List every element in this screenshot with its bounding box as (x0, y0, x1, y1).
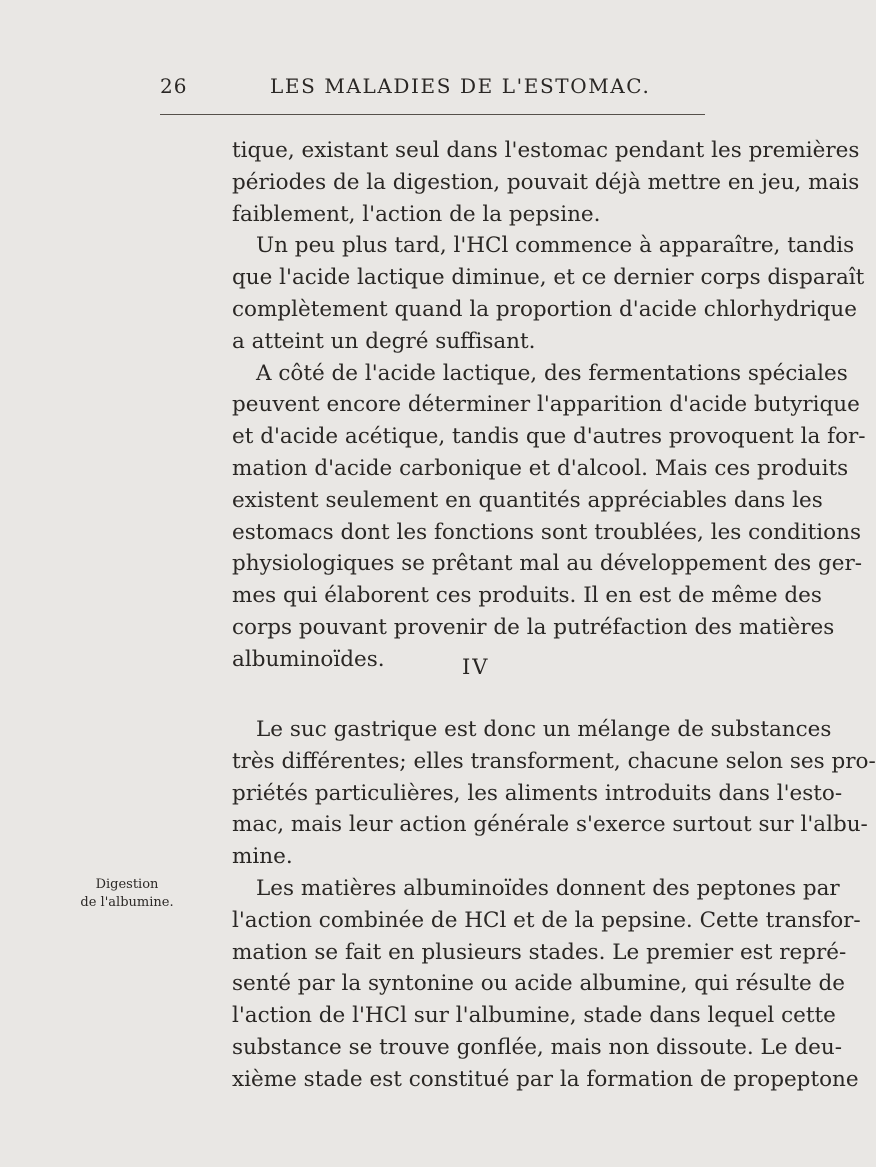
text-line: corps pouvant provenir de la putréfaction des matières (232, 614, 835, 640)
text-line: Un peu plus tard, l'HCl commence à apparaître, tandis (256, 233, 855, 259)
text-block-top (232, 135, 866, 676)
text-line: priétés particulières, les aliments introduits dans l'esto- (232, 780, 843, 806)
text-line: l'action combinée de HCl et de la pepsine. Cette transfor- (232, 907, 861, 933)
text-line: mes qui élaborent ces produits. Il en est de même des (232, 583, 822, 609)
margin-note-line: de l'albumine. (80, 895, 174, 910)
text-line: et d'acide acétique, tandis que d'autres provoquent la for- (232, 424, 866, 450)
text-line: périodes de la digestion, pouvait déjà mettre en jeu, mais (232, 169, 860, 195)
text-line: mine. (232, 844, 293, 870)
text-line: que l'acide lactique diminue, et ce dernier corps disparaît (232, 265, 865, 291)
text-line: A côté de l'acide lactique, des fermentations spéciales (256, 360, 848, 386)
text-line: tique, existant seul dans l'estomac pendant les premières (232, 138, 860, 163)
running-title: LES MALADIES DE L'ESTOMAC. (270, 74, 651, 98)
text-line: complètement quand la proportion d'acide chlorhydrique (232, 296, 858, 322)
text-line: substance se trouve gonflée, mais non dissoute. Le deu- (232, 1034, 842, 1060)
text-line: Les matières albuminoïdes donnent des peptones par (256, 875, 840, 901)
text-line: senté par la syntonine ou acide albumine, qui résulte de (232, 971, 846, 997)
text-line: existent seulement en quantités appréciables dans les (232, 487, 823, 513)
text-line: faiblement, l'action de la pepsine. (232, 201, 601, 227)
text-line: très différentes; elles transforment, chacune selon ses pro- (232, 748, 876, 774)
page-header (160, 74, 705, 104)
page-number: 26 (160, 74, 188, 98)
text-line: mation d'acide carbonique et d'alcool. Mais ces produits (232, 455, 849, 481)
text-line: xième stade est constitué par la formation de propeptone (232, 1066, 859, 1092)
header-rule (160, 114, 705, 115)
text-line: albuminoïdes. (232, 646, 385, 672)
text-line: l'action de l'HCl sur l'albumine, stade dans lequel cette (232, 1003, 836, 1029)
text-block-bottom (232, 714, 876, 1096)
section-heading: IV (462, 655, 490, 679)
text-line: mation se fait en plusieurs stades. Le premier est repré- (232, 939, 847, 965)
margin-note (52, 876, 202, 912)
margin-note-line: Digestion (95, 877, 159, 892)
text-line: a atteint un degré suffisant. (232, 328, 536, 354)
text-line: Le suc gastrique est donc un mélange de substances (256, 717, 832, 742)
text-line: physiologiques se prêtant mal au développement des ger- (232, 551, 863, 577)
text-line: peuvent encore déterminer l'apparition d'acide butyrique (232, 392, 860, 418)
text-line: estomacs dont les fonctions sont troublées, les conditions (232, 519, 861, 545)
text-line: mac, mais leur action générale s'exerce surtout sur l'albu- (232, 812, 868, 838)
